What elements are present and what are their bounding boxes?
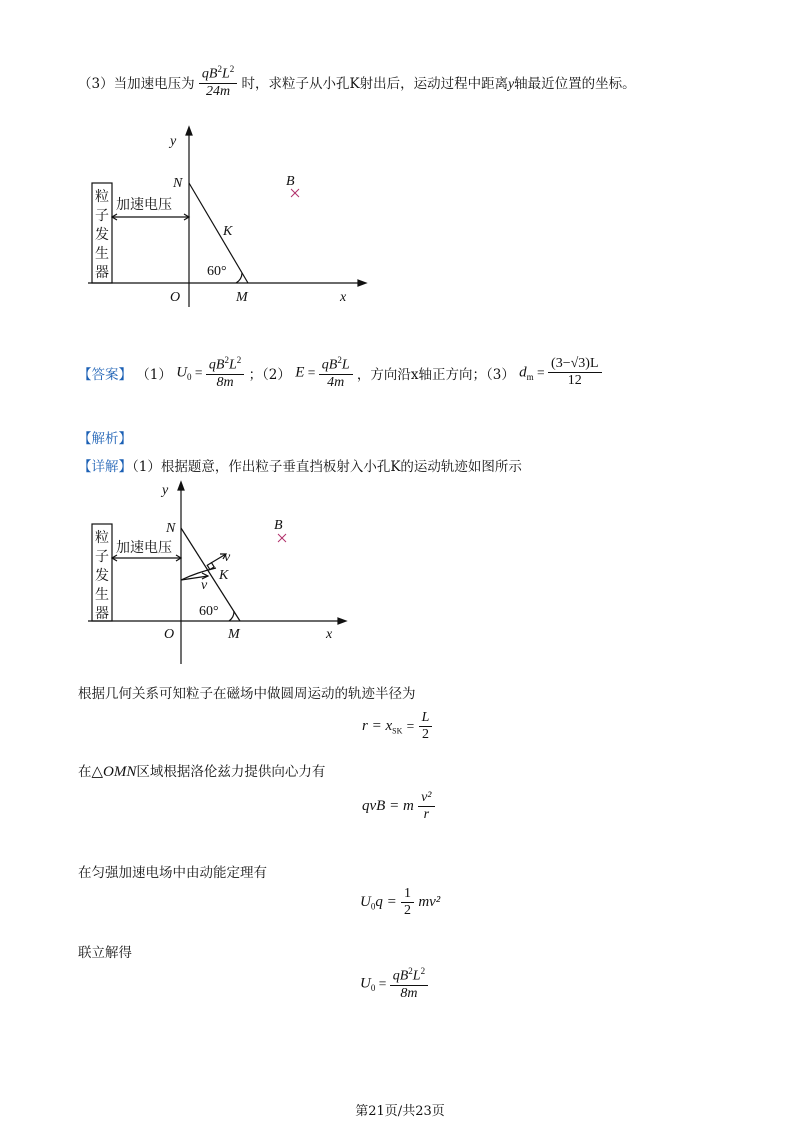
- b-label-2: B: [274, 518, 283, 533]
- x-label: x: [340, 290, 347, 305]
- k-label: K: [223, 224, 233, 239]
- angle-label: 60°: [207, 264, 227, 279]
- b-field-cross-icon: [291, 189, 299, 197]
- answer-frac-2: $\frac{qB^2L}{4m}$: [319, 355, 353, 391]
- q3-frac-den: 24m: [199, 83, 237, 100]
- detail-line: 【详解】（1）根据题意，作出粒子垂直挡板射入小孔K的运动轨迹如图所示: [78, 459, 522, 475]
- line-2: 在△OMN区域根据洛伦兹力提供向心力有: [78, 764, 326, 780]
- svg-text:发: 发: [95, 568, 109, 584]
- x-label-2: x: [326, 627, 333, 642]
- eq-lorentz: qvB = m $\frac{\text{v²}}{r}$: [362, 790, 435, 823]
- gen-char-1: 子: [95, 208, 109, 224]
- question-3: [78, 64, 636, 100]
- line-4: 联立解得: [78, 945, 132, 961]
- v-label-3: v: [224, 550, 231, 565]
- q3-suffix: 时，求粒子从小孔K射出后，运动过程中距离y轴最近位置的坐标。: [241, 75, 636, 92]
- line-3: 在匀强加速电场中由动能定理有: [78, 865, 267, 881]
- gen-char-2: 发: [95, 227, 109, 243]
- eq-result: $U_0$ = $\frac{qB^2L^2}{8m}$: [360, 966, 428, 1002]
- answer-tag: 【答案】: [78, 366, 132, 383]
- svg-text:子: 子: [95, 549, 109, 565]
- m-label-2: M: [228, 627, 240, 642]
- n-label-2: N: [166, 521, 176, 536]
- page-footer: 第21页/共23页: [355, 1104, 445, 1119]
- gen-char-3: 生: [95, 246, 109, 262]
- origin-label: O: [170, 290, 181, 305]
- svg-text:粒: 粒: [95, 530, 109, 546]
- k-label-2: K: [219, 568, 229, 583]
- analysis-tag: 【解析】: [78, 431, 132, 447]
- gen-char-0: 粒: [95, 189, 109, 205]
- eq-energy: $U_0q$ = $\frac{1}{2}$ mv²: [360, 886, 441, 918]
- svg-text:器: 器: [95, 606, 109, 622]
- line-1: 根据几何关系可知粒子在磁场中做圆周运动的轨迹半径为: [78, 686, 416, 702]
- answer-line: 【答案】 （1） $U_0$ = $\frac{qB^2L^2}{8m}$ ；（2） E = $\frac{qB^2L}{4m}$ ，方向沿x轴正方向；（3） $d_m$ = $\frac{(3-√3)L}{12}$: [78, 355, 602, 391]
- figure-1: [80, 125, 370, 330]
- m-label: M: [236, 290, 248, 305]
- accel-voltage-label-2: 加速电压: [116, 540, 172, 556]
- b-label: B: [286, 174, 295, 189]
- b-field-cross-icon-2: [278, 534, 286, 542]
- figure-2: [80, 476, 355, 671]
- y-label-2: y: [162, 483, 169, 498]
- angle-label-2: 60°: [199, 604, 219, 619]
- v-label-2: v: [201, 578, 208, 593]
- accel-voltage-label: 加速电压: [116, 197, 172, 213]
- answer-frac-3: $\frac{(3-√3)L}{12}$: [548, 356, 601, 389]
- origin-label-2: O: [164, 627, 175, 642]
- q3-prefix: （3）当加速电压为: [78, 75, 195, 92]
- eq-radius: $r = x_{SK}$ = $\frac{L}{2}$: [362, 710, 432, 743]
- svg-text:生: 生: [95, 587, 109, 603]
- gen-char-4: 器: [95, 265, 109, 281]
- q3-fraction: $\frac{qB^2L^2}{24m}$: [199, 64, 237, 100]
- y-label: y: [170, 134, 177, 149]
- n-label: N: [173, 176, 183, 191]
- answer-frac-1: $\frac{qB^2L^2}{8m}$: [206, 355, 244, 391]
